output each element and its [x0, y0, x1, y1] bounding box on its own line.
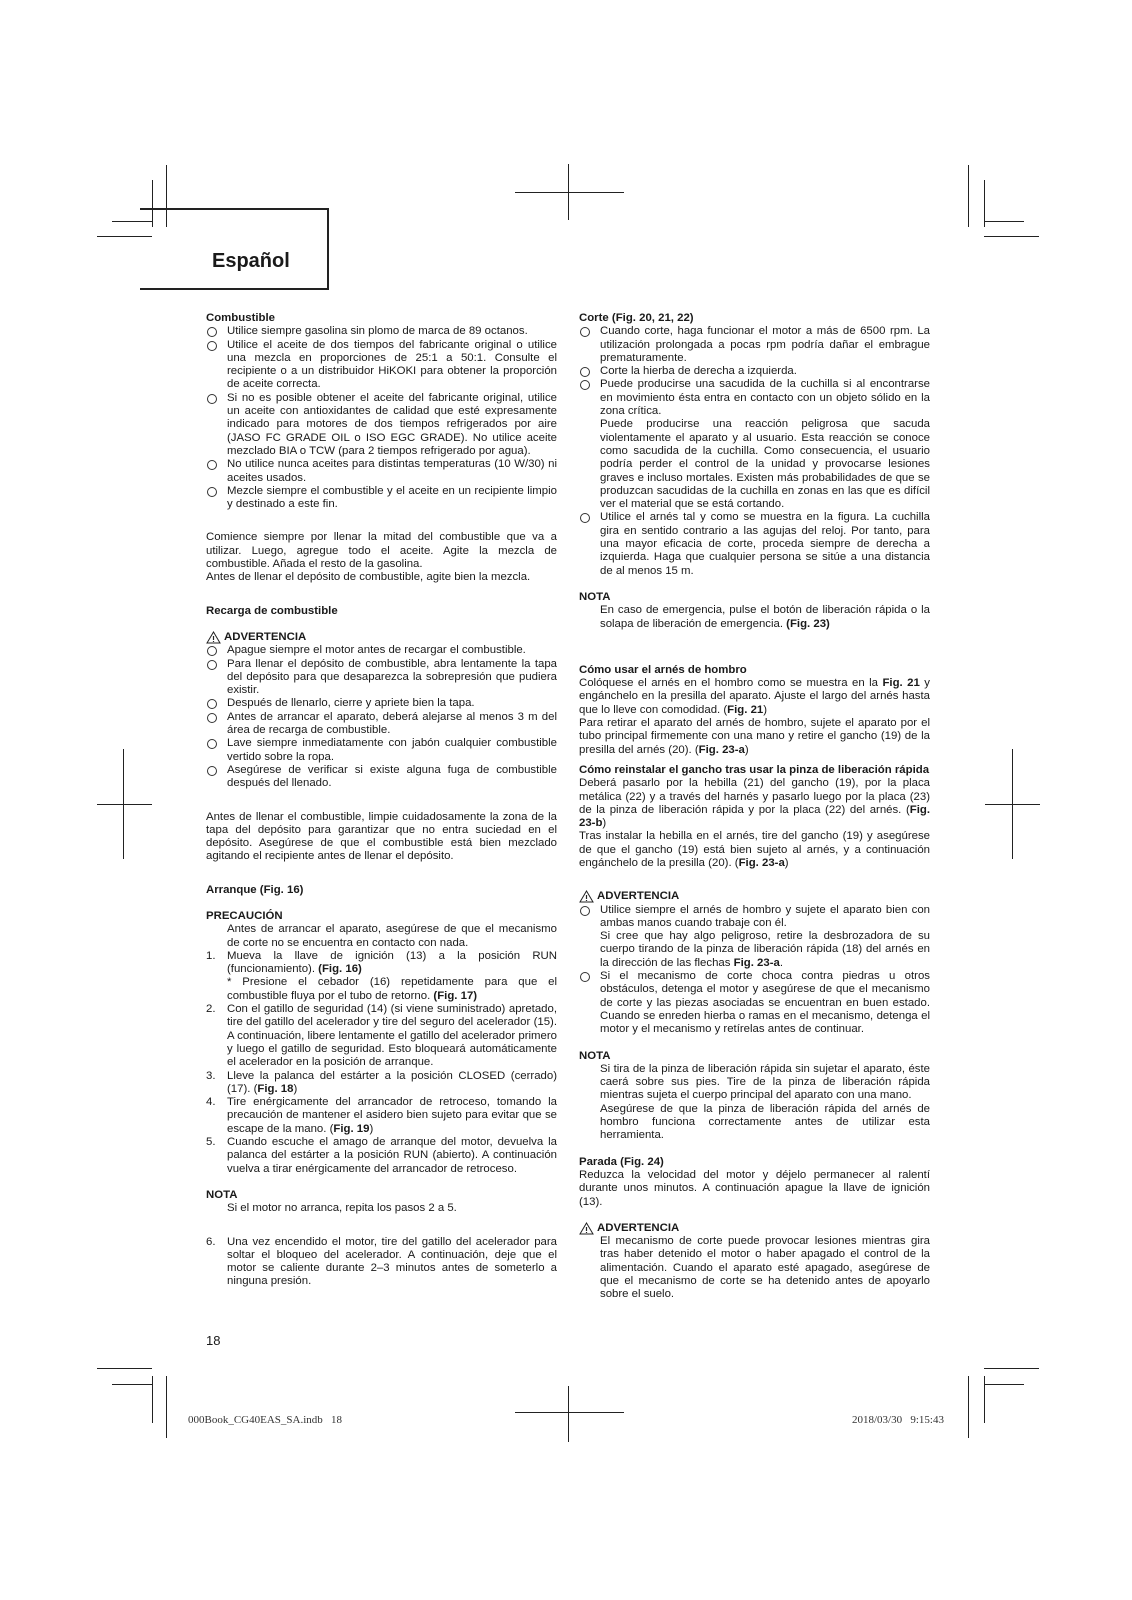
registration-mark — [515, 192, 624, 193]
crop-mark — [112, 1384, 152, 1385]
bullet-circle-icon — [580, 513, 590, 523]
nota-text: Si el motor no arranca, repita los pasos 2 a 5. — [227, 1202, 457, 1215]
section-title-recarga: Recarga de combustible — [206, 604, 338, 617]
crop-mark — [984, 221, 1024, 222]
list-item: Mezcle siempre el combustible y el aceite en un recipiente limpio y destinado a este fin. — [206, 485, 557, 512]
warning-heading: ADVERTENCIA — [579, 890, 930, 903]
crop-mark — [984, 1384, 1024, 1385]
language-header — [140, 208, 329, 290]
section-title-parada: Parada (Fig. 24) — [579, 1155, 664, 1168]
bullet-circle-icon — [580, 367, 590, 377]
list-item: Apague siempre el motor antes de recargar el combustible. — [206, 644, 557, 657]
list-item: Lave siempre inmediatamente con jabón cualquier combustible vertido sobre la ropa. — [206, 737, 557, 764]
list-item: Utilice siempre el arnés de hombro y sujete el aparato bien con ambas manos cuando trabaje con él. — [579, 904, 930, 931]
registration-mark — [123, 749, 124, 859]
list-item: Asegúrese de verificar si existe alguna fuga de combustible después del llenado. — [206, 764, 557, 791]
section-title-arnes: Cómo usar el arnés de hombro — [579, 663, 747, 676]
bullet-circle-icon — [580, 327, 590, 337]
warning-detail: Si cree que hay algo peligroso, retire la desbrozadora de su cuerpo tirando de la pinza de liberación rápida (18) del arnés en la dirección de las flechas Fig. 23-a. — [600, 930, 930, 969]
bullet-circle-icon — [207, 766, 217, 776]
crop-mark — [968, 1376, 969, 1438]
warning-triangle-icon — [206, 631, 221, 644]
step-item: 1. Mueva la llave de ignición (13) a la posición RUN (funcionamiento). (Fig. 16) — [206, 949, 557, 976]
section-title-combustible: Combustible — [206, 312, 275, 324]
paragraph: Antes de llenar el depósito de combustible, agite bien la mezcla. — [206, 571, 531, 584]
list-item: Si el mecanismo de corte choca contra piedras u otros obstáculos, detenga el motor y asegúrese de que el mecanismo de corte y las piezas asociadas se encuentran en buen estado. Cuando se enreden hierba o ramas en el mecanismo, detenga el motor y el mecanismo y retírelas antes de continuar. — [579, 970, 930, 1036]
step-item: 3. Lleve la palanca del estárter a la posición CLOSED (cerrado) (17). (Fig. 18) — [206, 1069, 557, 1095]
bullet-circle-icon — [580, 906, 590, 916]
nota-heading: NOTA — [206, 1188, 238, 1201]
list-item: Utilice siempre gasolina sin plomo de marca de 89 octanos. — [206, 325, 557, 338]
bullet-circle-icon — [207, 660, 217, 670]
footer-filename: 000Book_CG40EAS_SA.indb 18 — [188, 1414, 343, 1426]
list-item: Utilice el arnés tal y como se muestra en la figura. La cuchilla gira en sentido contrario a las agujas del reloj. Por tanto, para una mayor eficacia de corte, proceda siempre de derecha a izquierda. Haga que cualquier persona se sitúe a una distancia de al menos 15 m. — [579, 511, 930, 577]
step-item: 5. Cuando escuche el amago de arranque del motor, devuelva la palanca del estárter a la posición RUN (abierto). A continuación vuelva a tirar enérgicamente del arrancador de retroceso. — [206, 1136, 557, 1175]
page-number: 18 — [206, 1333, 221, 1348]
crop-mark — [166, 1376, 167, 1438]
sub-note: * Presione el cebador (16) repetidamente para que el combustible fluya por el tubo de retorno. (Fig. 17) — [227, 976, 557, 1002]
list-item: Corte la hierba de derecha a izquierda. — [579, 365, 930, 378]
registration-mark — [1012, 749, 1013, 859]
paragraph: Reduzca la velocidad del motor y déjelo permanecer al ralentí durante unos minutos. A continuación apague la llave de ignición (13). — [579, 1168, 930, 1208]
crop-mark — [968, 165, 969, 227]
right-column — [579, 312, 930, 1302]
registration-mark — [568, 1386, 569, 1442]
caution-text: Antes de arrancar el aparato, asegúrese de que el mecanismo de corte no se encuentra en contacto con nada. — [227, 923, 557, 949]
crop-mark — [97, 1368, 152, 1369]
section-title-corte: Corte (Fig. 20, 21, 22) — [579, 312, 694, 324]
nota-text: En caso de emergencia, pulse el botón de liberación rápida o la solapa de liberación de emergencia. (Fig. 23) — [600, 604, 930, 630]
list-item: Después de llenarlo, cierre y apriete bien la tapa. — [206, 697, 557, 710]
warning-triangle-icon — [579, 1222, 594, 1235]
bullet-circle-icon — [207, 341, 217, 351]
nota-heading: NOTA — [579, 1049, 611, 1062]
nota-heading: NOTA — [579, 590, 611, 603]
warning-triangle-icon — [579, 890, 594, 903]
list-item: Si no es posible obtener el aceite del fabricante original, utilice un aceite con antioxidantes de calidad que esté expresamente indicado para motores de dos tiempos refrigerados por aire (JASO FC GRADE OIL o ISO EGC GRADE). No utilice aceite mezclado BIA o TCW (para 2 tiempos refrigerado por agua). — [206, 392, 557, 458]
registration-mark — [515, 1412, 624, 1413]
bullet-circle-icon — [207, 739, 217, 749]
caution-heading: PRECAUCIÓN — [206, 909, 283, 922]
paragraph: Comience siempre por llenar la mitad del combustible que va a utilizar. Luego, agregue todo el aceite. Agite la mezcla de combustible. Añada el resto de la gasolina. — [206, 531, 557, 571]
paragraph: Para retirar el aparato del arnés de hombro, sujete el aparato por el tubo principal firmemente con una mano y retire el gancho (19) de la presilla del arnés (20). (Fig. 23-a) — [579, 717, 930, 756]
bullet-circle-icon — [580, 380, 590, 390]
bullet-circle-icon — [207, 713, 217, 723]
list-item: Antes de arrancar el aparato, deberá alejarse al menos 3 m del área de recarga de combustible. — [206, 711, 557, 738]
paragraph: Colóquese el arnés en el hombro como se muestra en la Fig. 21 y engánchelo en la presilla del aparato. Ajuste el largo del arnés hasta que lo lleve con comodidad. (Fig. 21) — [579, 677, 930, 716]
list-item: No utilice nunca aceites para distintas temperaturas (10 W/30) ni aceites usados. — [206, 458, 557, 485]
bullet-circle-icon — [207, 460, 217, 470]
warning-heading: ADVERTENCIA — [206, 631, 557, 644]
step-item: 2. Con el gatillo de seguridad (14) (si viene suministrado) apretado, tire del gatillo del acelerador y tire del seguro del acelerador (15). A continuación, libere lentamente el gatillo del acelerador primero y luego el gatillo de seguridad. Esto bloqueará automáticamente el acelerador en la posición de arranque. — [206, 1003, 557, 1069]
language-label: Español — [212, 250, 290, 272]
registration-mark — [568, 164, 569, 220]
registration-mark — [97, 804, 152, 805]
left-column — [206, 312, 557, 1289]
bullet-circle-icon — [207, 646, 217, 656]
bullet-circle-icon — [207, 699, 217, 709]
list-item: Puede producirse una sacudida de la cuchilla si al encontrarse en movimiento ésta entra en contacto con un objeto sólido en la zona crítica. — [579, 378, 930, 418]
crop-mark — [152, 1376, 153, 1423]
crop-mark — [984, 236, 1039, 237]
list-item: Cuando corte, haga funcionar el motor a más de 6500 rpm. La utilización prolongada a pocas rpm podría dañar el embrague prematuramente. — [579, 325, 930, 365]
list-item: Para llenar el depósito de combustible, abra lentamente la tapa del depósito para que desaparezca la sobrepresión que pudiera existir. — [206, 658, 557, 698]
bullet-circle-icon — [207, 394, 217, 404]
paragraph: Tras instalar la hebilla en el arnés, tire del gancho (19) y asegúrese de que el gancho (19) está bien sujeto al arnés, y a continuación engánchelo de la presilla (20). (Fig. 23-a) — [579, 830, 930, 869]
crop-mark — [984, 180, 985, 227]
kickback-text: Puede producirse una reacción peligrosa que sacuda violentamente el aparato y al usuario. Esta reacción se conoce como sacudida de la cuchilla. Como consecuencia, el usuario podría perder el control de la unidad y provocarse lesiones graves e incluso mortales. Existen más probabilidades de que se produzcan sacudidas de la cuchilla en zonas en las que es difícil ver el material que se está cortando. — [600, 418, 930, 511]
bullet-circle-icon — [580, 972, 590, 982]
step-item: 6. Una vez encendido el motor, tire del gatillo del acelerador para soltar el bloqueo del acelerador. A continuación, deje que el motor se caliente durante 2–3 minutos antes de someterlo a ninguna presión. — [206, 1235, 557, 1288]
nota-text: Asegúrese de que la pinza de liberación rápida del arnés de hombro funciona correctamente antes de utilizar esta herramienta. — [600, 1102, 930, 1142]
crop-mark — [984, 1368, 1039, 1369]
section-title-reinstalar: Cómo reinstalar el gancho tras usar la pinza de liberación rápida — [579, 763, 930, 776]
footer-timestamp: 2018/03/30 9:15:43 — [852, 1414, 944, 1426]
step-item: 4. Tire enérgicamente del arrancador de retroceso, tomando la precaución de mantener el asidero bien sujeto para evitar que se escape de la mano. (Fig. 19) — [206, 1096, 557, 1135]
paragraph: Deberá pasarlo por la hebilla (21) del gancho (19), por la placa metálica (22) y a través del harnés y pasarlo luego por la placa (23) de la pinza de liberación rápida y por la placa (22) del arnés. (Fig. 23-b) — [579, 777, 930, 830]
bullet-circle-icon — [207, 487, 217, 497]
warning-heading: ADVERTENCIA — [579, 1222, 930, 1235]
bullet-circle-icon — [207, 327, 217, 337]
nota-text: Si tira de la pinza de liberación rápida sin sujetar el aparato, éste caerá sobre sus pies. Tire de la pinza de liberación rápida mientras sujeta el cuerpo principal del aparato con una mano. — [600, 1062, 930, 1102]
list-item: Utilice el aceite de dos tiempos del fabricante original o utilice una mezcla en proporciones de 25:1 a 50:1. Consulte el recipiente o a un distribuidor HiKOKI para obtener la proporción de aceite correcta. — [206, 339, 557, 392]
warning-text: El mecanismo de corte puede provocar lesiones mientras gira tras haber detenido el motor o haber apagado el control de la alimentación. Cuando el aparato esté apagado, asegúrese de que el mecanismo de corte se ha detenido antes de apoyarlo sobre el suelo. — [600, 1235, 930, 1301]
section-title-arranque: Arranque (Fig. 16) — [206, 883, 304, 896]
paragraph: Antes de llenar el combustible, limpie cuidadosamente la zona de la tapa del depósito para garantizar que no entra suciedad en el depósito. Asegúrese de que el combustible está bien mezclado agitando el recipiente antes de llenar el depósito. — [206, 810, 557, 863]
